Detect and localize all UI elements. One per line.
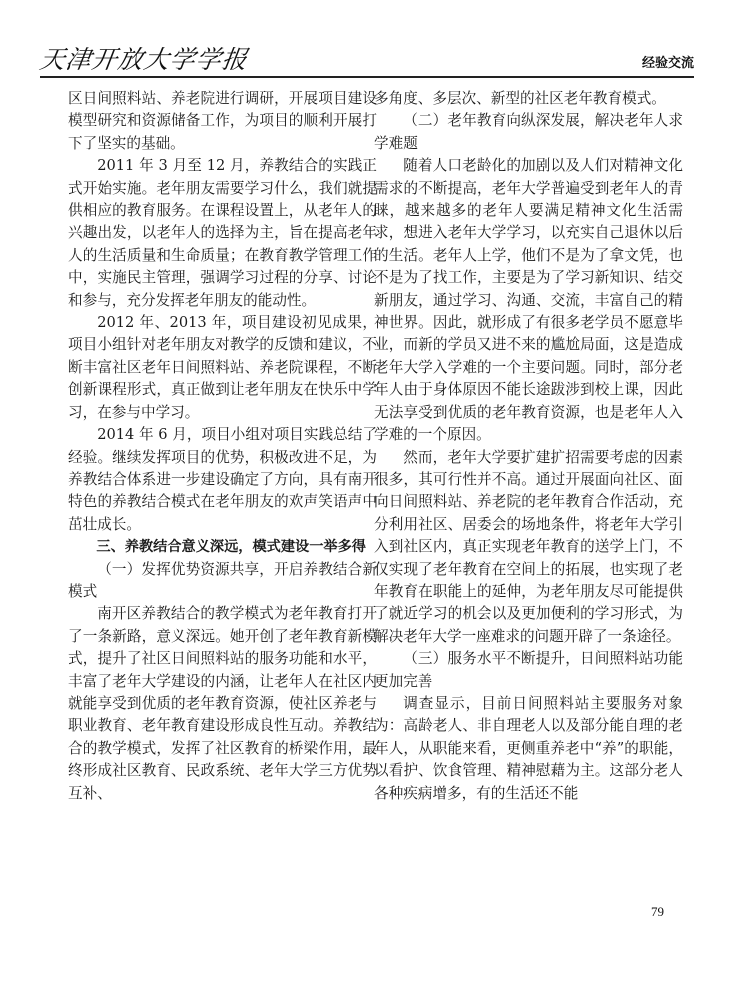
paragraph: 调查显示，目前日间照料站主要服务对象为：高龄老人、非自理老人以及部分能自理的老年人，从职能来看，更侧重养老中“养”的职能，以看护、饮食管理、精神慰藉为主。这部分老人各种疾病增多，有的生活还不能 xyxy=(374,694,683,802)
section-heading: 三、养教结合意义深远，模式建设一举多得 xyxy=(96,539,366,556)
paragraph: 多角度、多层次、新型的社区老年教育模式。 xyxy=(374,90,666,107)
page-header xyxy=(37,40,694,74)
subsection-heading: （二）老年教育向纵深发展，解决老年人求学难题 xyxy=(374,112,683,152)
subsection-heading: （三）服务水平不断提升，日间照料站功能更加完善 xyxy=(374,650,683,690)
paragraph: 2012 年、2013 年，项目建设初见成果，项目小组针对老年朋友对教学的反馈和建议，不断丰富社区老年日间照料站、养老院课程，不断创新课程形式，真正做到让老年朋友在快乐中学习，在参与中学习。 xyxy=(68,314,377,421)
section-label: 经验交流 xyxy=(641,56,694,71)
subsection-heading: （一）发挥优势资源共享，开启养教结合新模式 xyxy=(68,560,377,600)
journal-logo: 天津开放大学学报 xyxy=(37,45,250,74)
paragraph: 随着人口老龄化的加剧以及人们对精神文化需求的不断提高，老年大学普遍受到老年人的青睐，越来越多的老年人要满足精神文化生活需求，想进入老年大学学习，以充实自己退休以后的生活。老年人上学，他们不是为了拿文凭，也不是为了找工作，主要是为了学习新知识、结交新朋友，通过学习、沟通、交流，丰富自己的精神世界。因此，就形成了有很多老学员不愿意毕业，而新的学员又进不来的尴尬局面，这是造成老年大学入学难的一个主要问题。同时，部分老年人由于身体原因不能长途跋涉到校上课，因此无法享受到优质的老年教育资源，也是老年人入学难的一个原因。 xyxy=(374,157,683,444)
paragraph: 南开区养教结合的教学模式为老年教育打开了一条新路，意义深远。她开创了老年教育新模式，提升了社区日间照料站的服务功能和水平，丰富了老年大学建设的内涵，让老年人在社区内就能享受到优质的老年教育资源，使社区养老与职业教育、老年教育建设形成良性互动。养教结合的教学模式，发挥了社区教育的桥梁作用，最终形成社区教育、民政系统、老年大学三方优势互补、 xyxy=(68,605,377,802)
paragraph: 然而，老年大学要扩建扩招需要考虑的因素很多，其可行性并不高。通过开展面向社区、面向日间照料站、养老院的老年教育合作活动，充分利用社区、居委会的场地条件，将老年大学引入到社区内，真正实现老年教育的送学上门，不仅实现了老年教育在空间上的拓展，也实现了老年教育在职能上的延伸，为老年朋友尽可能提供了就近学习的机会以及更加便利的学习形式，为解决老年大学一座难求的问题开辟了一条途径。 xyxy=(374,448,683,645)
left-column xyxy=(68,88,377,805)
paragraph: 2014 年 6 月，项目小组对项目实践总结了经验。继续发挥项目的优势，积极改进不足，为养教结合体系进一步建设确定了方向，具有南开特色的养教结合模式在老年朋友的欢声笑语声中茁壮成长。 xyxy=(68,426,377,533)
paragraph: 2011 年 3 月至 12 月，养教结合的实践正式开始实施。老年朋友需要学习什么，我们就提供相应的教育服务。在课程设置上，从老年人的兴趣出发，以老年人的选择为主，旨在提高老年人的生活质量和生命质量；在教育教学管理工作中，实施民主管理，强调学习过程的分享、讨论和参与，充分发挥老年朋友的能动性。 xyxy=(68,157,377,309)
page-number: 79 xyxy=(651,904,664,919)
header-divider xyxy=(40,76,694,78)
right-column xyxy=(374,88,683,805)
paragraph: 区日间照料站、养老院进行调研，开展项目建设模型研究和资源储备工作，为项目的顺利开展打下了坚实的基础。 xyxy=(68,90,377,152)
